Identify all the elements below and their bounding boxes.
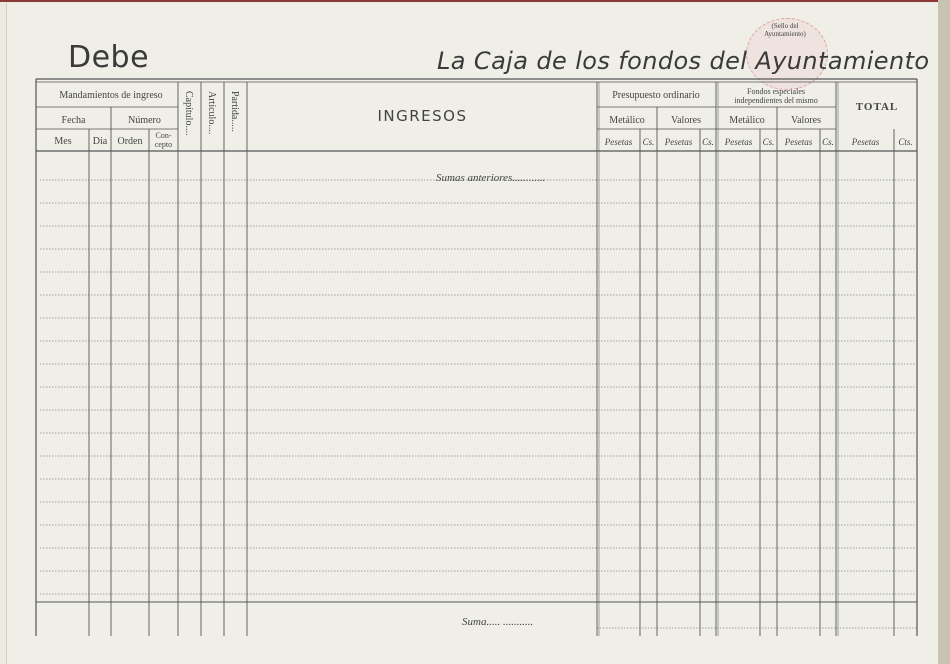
header-pesetas-4: Pesetas	[784, 137, 813, 147]
header-valores-1: Valores	[671, 115, 701, 126]
header-cs-1: Cs.	[642, 137, 655, 147]
header-cts-total: Cts.	[898, 137, 913, 147]
header-concepto-line-2: cepto	[154, 140, 173, 149]
header-fondos-line-1: Fondos especiales	[747, 87, 805, 96]
header-pesetas-3: Pesetas	[724, 137, 753, 147]
sumas-anteriores-label: Sumas anteriores............	[436, 172, 546, 184]
header-concepto	[149, 131, 178, 149]
header-mes: Mes	[54, 136, 72, 147]
header-partida: Partida.....	[229, 91, 240, 132]
header-pesetas-2: Pesetas	[664, 137, 693, 147]
header-numero: Número	[128, 115, 161, 126]
header-fondos-line-2: independientes del mismo	[734, 96, 818, 105]
header-fondos	[717, 87, 835, 105]
header-ingresos: INGRESOS	[377, 107, 468, 125]
header-metalico-1: Metálico	[609, 115, 645, 126]
header-orden: Orden	[117, 136, 143, 147]
header-pesetas-total: Pesetas	[851, 137, 880, 147]
page-title-debe: Debe	[68, 40, 150, 75]
seal-line-1: (Sello del	[771, 22, 799, 30]
header-cs-4: Cs.	[822, 137, 834, 147]
header-articulo: Artículo....	[206, 91, 217, 135]
header-fecha: Fecha	[61, 115, 86, 126]
seal-line-2: Ayuntamiento)	[764, 30, 806, 38]
header-capitulo: Capítulo....	[183, 91, 194, 136]
header-pesetas-1: Pesetas	[604, 137, 633, 147]
header-metalico-2: Metálico	[729, 115, 765, 126]
header-cs-3: Cs.	[762, 137, 775, 147]
header-dia: Dia	[92, 136, 108, 147]
header-concepto-line-1: Con-	[155, 131, 172, 140]
page-title-caja: La Caja de los fondos del Ayuntamiento	[437, 47, 930, 75]
header-total: TOTAL	[855, 101, 899, 113]
suma-label: Suma..... ...........	[462, 616, 534, 628]
header-valores-2: Valores	[791, 115, 821, 126]
header-presupuesto: Presupuesto ordinario	[612, 90, 700, 101]
header-cs-2: Cs.	[702, 137, 714, 147]
header-mandamientos: Mandamientos de ingreso	[59, 90, 163, 101]
